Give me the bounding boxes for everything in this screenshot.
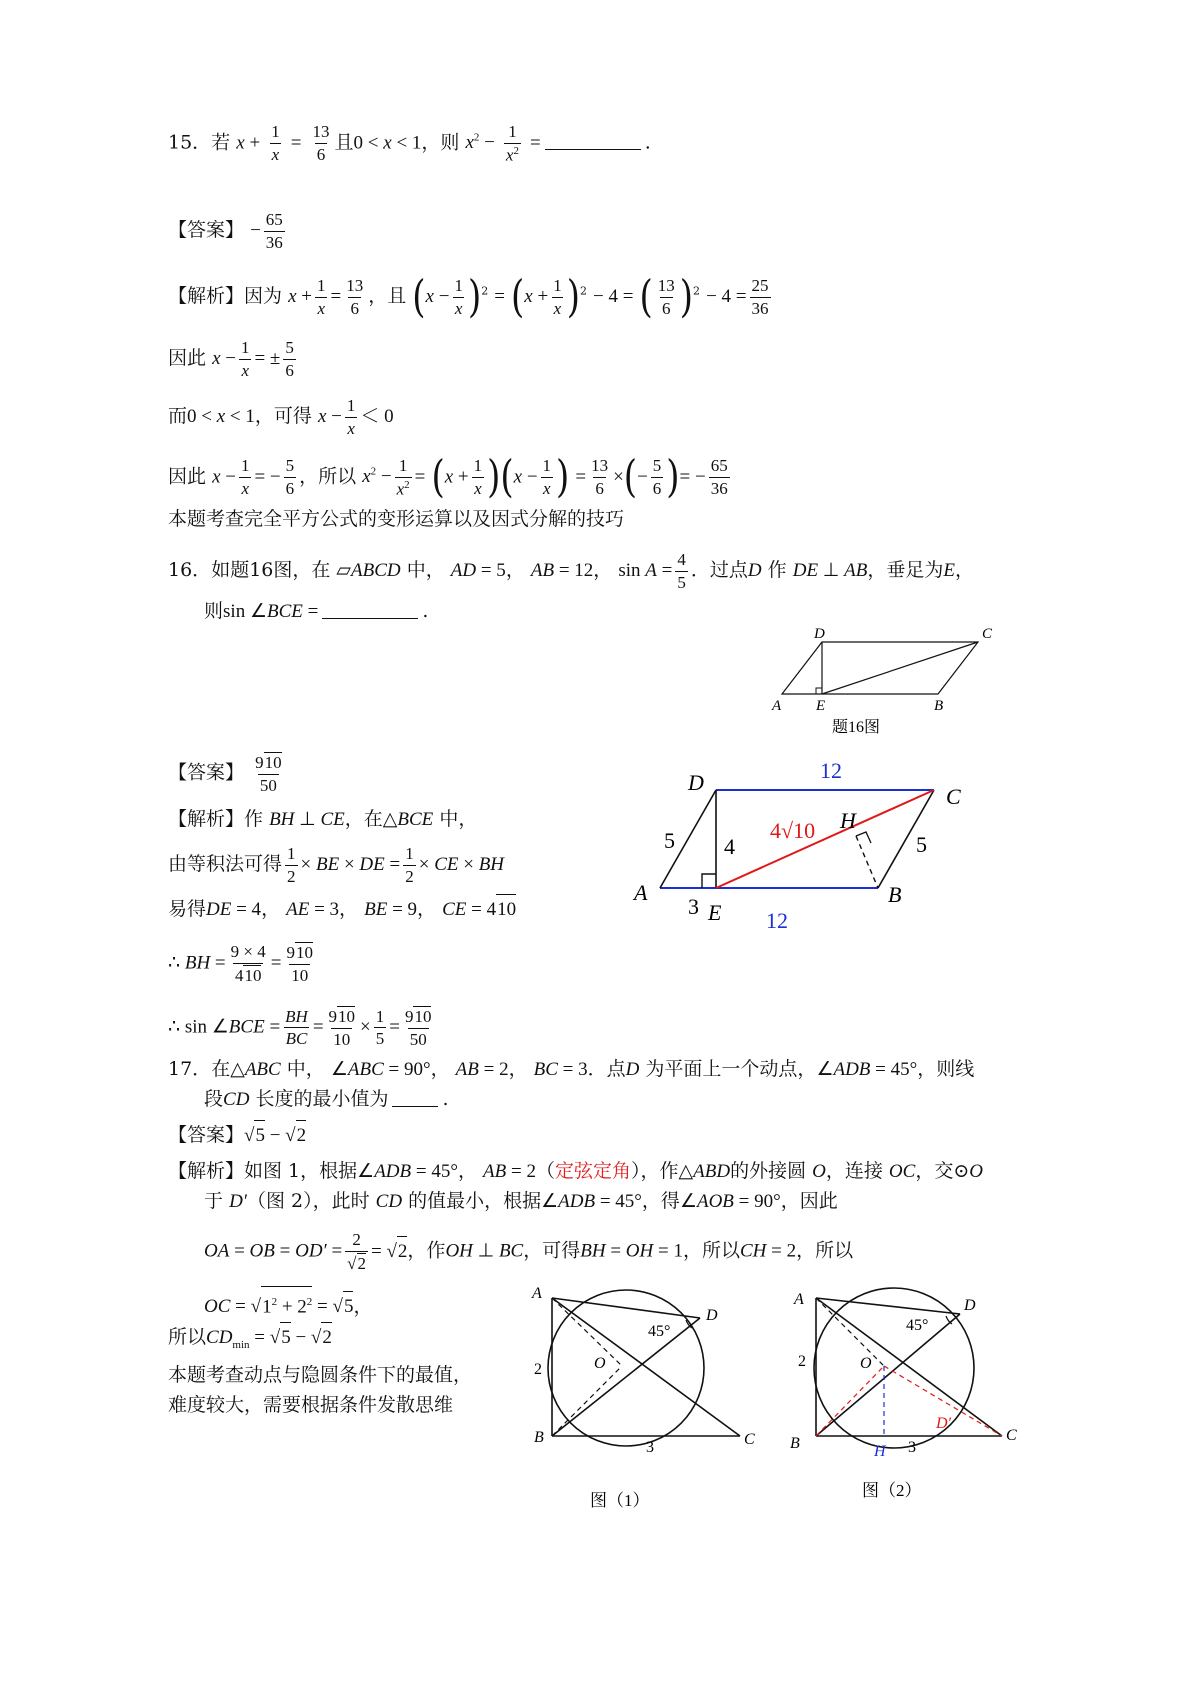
q17-figure-2	[780, 1284, 1030, 1514]
fig1-label-angle: 45°	[648, 1323, 671, 1340]
fig1-label-o: O	[594, 1355, 606, 1372]
fig2-label-dprime: D′	[936, 1415, 952, 1432]
q15-analysis-line4: 因此 x − $\frac{1}{x}$ = − $\frac{5}{6}$ ，所以 $x^2$ − $\frac{1}{x^2}$ = (x + $\frac{1}{x}$ )(x − $\frac{1}{x}$ ) = $\frac{13}{6}$ ×(− $\frac{5}{6}$ )= − $\frac{65}{36}$	[168, 451, 728, 504]
q15-analysis-line2: 因此 x − $\frac{1}{x}$ = ± $\frac{5}{6}$	[168, 338, 294, 380]
fig-label-c: C	[946, 784, 961, 809]
fig2-label-d: D	[964, 1297, 976, 1314]
fig2-label-h: H	[874, 1443, 886, 1460]
analysis-label: 【解析】	[168, 808, 245, 830]
q17-stem: 17．在△ABC 中， ∠ABC = 90°， AB = 2， BC = 3．点D 为平面上一个动点，∠ADB = 45°，则线	[168, 1058, 975, 1080]
fig-label-right: 5	[916, 832, 927, 857]
q16-stem-line2: 则sin ∠BCE = .	[204, 600, 429, 622]
fig2-label-bc: 3	[908, 1439, 916, 1456]
q17-answer-blank	[392, 1088, 438, 1107]
q17-answer: 【答案】√5 − √2	[168, 1120, 306, 1151]
fig1-label-a: A	[532, 1285, 542, 1302]
q17-figure-1-caption: 图（1）	[590, 1491, 650, 1510]
fig-label-bottom: 12	[766, 908, 788, 933]
q17-analysis-line4: OC = $√1^2 + 2^2 = √5$，	[204, 1286, 372, 1322]
fig16-label-c: C	[982, 626, 993, 642]
fig1-label-ab: 2	[534, 1361, 542, 1378]
q17-number: 17．	[168, 1058, 212, 1080]
q17-stem-line2: 段CD 长度的最小值为 .	[204, 1088, 449, 1110]
answer-label: 【答案】	[168, 1124, 245, 1146]
q16-answer: 【答案】 $\frac{910}{50}$	[168, 753, 282, 795]
q16-analysis-line2: 由等积法可得 $\frac{1}{2}$ × BE × DE = $\frac{1}{2}$ × CE × BH	[168, 844, 505, 886]
fig2-label-o: O	[860, 1355, 872, 1372]
q15-summary: 本题考查完全平方公式的变形运算以及因式分解的技巧	[168, 508, 625, 530]
answer-label: 【答案】	[168, 219, 245, 242]
fig1-label-d: D	[706, 1307, 718, 1324]
q15-analysis-line3: 而0 < x < 1，可得 x − $\frac{1}{x}$ ＜ 0	[168, 396, 394, 438]
fig2-label-c: C	[1006, 1427, 1017, 1444]
q16-figure-large	[620, 756, 980, 936]
q16-analysis-line5: ∴ sin ∠BCE = $\frac{BH}{BC}$ = $\frac{910}{10}$ × $\frac{1}{5}$ = $\frac{910}{50}$	[168, 1006, 432, 1049]
fig-label-diag: 4√10	[770, 818, 816, 843]
fig-label-ae: 3	[688, 894, 699, 919]
q15-number: 15．	[168, 131, 212, 154]
analysis-label: 【解析】	[168, 1160, 245, 1182]
q16-analysis-line4: ∴ BH = $\frac{9 \times 4}{410}$ = $\frac{910}{10}$	[168, 942, 313, 985]
fig16-label-e: E	[816, 698, 826, 714]
answer-label: 【答案】	[168, 761, 245, 784]
fig-label-left: 5	[664, 828, 675, 853]
fig-label-a: A	[634, 880, 648, 905]
q17-analysis-line1: 【解析】如图 1，根据∠ADB = 45°， AB = 2（定弦定角），作△ABD的外接圆 O，连接 OC，交⊙O	[168, 1160, 983, 1182]
fig-label-top: 12	[820, 758, 842, 783]
fig-diagonal-ce	[716, 790, 934, 888]
fig1-label-c: C	[744, 1431, 755, 1448]
q16-figure-small	[768, 624, 1008, 740]
q16-number: 16．	[168, 559, 212, 582]
q17-figure-1	[522, 1284, 772, 1514]
q16-analysis-line3: 易得DE = 4， AE = 3， BE = 9， CE = 410	[168, 894, 516, 925]
fig2-label-angle: 45°	[906, 1317, 929, 1334]
fig1-label-b: B	[534, 1429, 544, 1446]
fig2-label-a: A	[794, 1291, 804, 1308]
q15-answer: 【答案】 − $\frac{65}{36}$	[168, 210, 283, 252]
analysis-label: 【解析】	[168, 285, 245, 308]
q15-answer-blank	[545, 131, 641, 150]
q17-analysis-line2: 于 D′（图 2），此时 CD 的值最小，根据∠ADB = 45°，得∠AOB = 90°，因此	[204, 1190, 838, 1212]
q17-analysis-line5: 所以$CD_{min} = √5 - √2$	[168, 1322, 332, 1360]
q16-figure-caption: 题16图	[832, 719, 881, 736]
q16-stem: 16．如题16图，在 ▱ABCD 中， AD = 5， AB = 12， sin A = $\frac{4}{5}$ ．过点D 作 DE ⊥ AB，垂足为E，	[168, 550, 974, 592]
q16-answer-blank	[322, 600, 418, 619]
fig-label-e: E	[708, 900, 722, 925]
fig-label-h: H	[840, 808, 856, 833]
fig1-label-bc: 3	[646, 1439, 654, 1456]
q17-analysis-line3: OA = OB = OD′ = $\frac{2}{√2}$ = √2，作OH ⊥ BC，可得BH = OH = 1，所以CH = 2，所以	[204, 1230, 854, 1273]
fig16-label-b: B	[934, 698, 944, 714]
fig2-label-ab: 2	[798, 1353, 806, 1370]
fig-label-d: D	[688, 770, 704, 795]
key-method-text: 定弦定角	[554, 1160, 631, 1182]
fig-label-b: B	[888, 882, 902, 907]
fig2-label-b: B	[790, 1435, 800, 1452]
fig16-label-a: A	[772, 698, 782, 714]
q16-analysis-line1: 【解析】作 BH ⊥ CE，在△BCE 中，	[168, 808, 478, 830]
q17-figure-2-caption: 图（2）	[862, 1481, 922, 1500]
fig-label-height: 4	[724, 834, 735, 859]
q17-summary-1: 本题考查动点与隐圆条件下的最值，	[168, 1364, 473, 1386]
q15-analysis-line1: 【解析】因为 x + $\frac{1}{x}$ = $\frac{13}{6}$ ，且 (x − $\frac{1}{x}$ )$^2$ = (x + $\frac{1}{x}$ )$^2$ − 4 = ( $\frac{13}{6}$ )$^2$ − 4 = $\frac{25}{36}$	[168, 271, 769, 324]
q15-stem: 15．若 x + $\frac{1}{x}$ = $\frac{13}{6}$ 且0 < x < 1，则 $x^2$ − $\frac{1}{x^2}$ = .	[168, 122, 651, 165]
q17-summary-2: 难度较大，需要根据条件发散思维	[168, 1394, 454, 1416]
fig16-label-d: D	[814, 626, 825, 642]
